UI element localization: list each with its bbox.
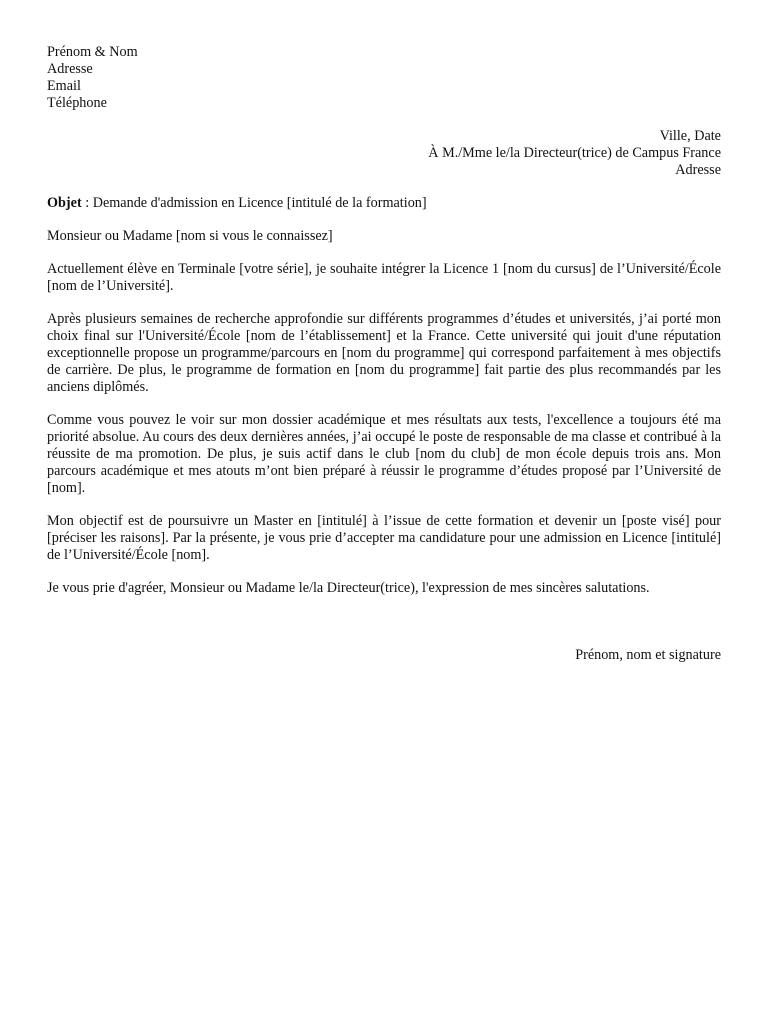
paragraph-closing: Je vous prie d'agréer, Monsieur ou Madame le/la Directeur(trice), l'expression de mes sincères salutations. xyxy=(47,580,650,596)
sender-block xyxy=(47,44,721,112)
sender-address: Adresse xyxy=(47,61,93,77)
paragraph-choice: Après plusieurs semaines de recherche approfondie sur différents programmes d’études et universités, j’ai porté mon choix final sur l'Université/École [nom de l’établissement] et la France. Cette université qui jouit d'une réputation exceptionnelle propose un programme/parcours en [nom du programme] qui correspond parfaitement à mes objectifs de carrière. De plus, le programme de formation en [nom du programme] fait partie des plus recommandés par les anciens diplômés. xyxy=(47,311,721,395)
paragraph-objective: Mon objectif est de poursuivre un Master en [intitulé] à l’issue de cette formation et devenir un [poste visé] pour [préciser les raisons]. Par la présente, je vous prie d’accepter ma candidature pour une admission en Licence [intitulé] de l’Université/École [nom]. xyxy=(47,513,721,563)
letter-page xyxy=(47,44,721,664)
recipient-address: Adresse xyxy=(675,162,721,178)
salutation: Monsieur ou Madame [nom si vous le connaissez] xyxy=(47,228,333,244)
city-date: Ville, Date xyxy=(659,128,721,144)
sender-phone: Téléphone xyxy=(47,95,107,111)
recipient-addressee: À M./Mme le/la Directeur(trice) de Campus France xyxy=(428,145,721,161)
subject-text: : Demande d'admission en Licence [intitulé de la formation] xyxy=(81,195,427,211)
sender-email: Email xyxy=(47,78,81,94)
recipient-block xyxy=(47,128,721,179)
signature-line: Prénom, nom et signature xyxy=(575,647,721,663)
subject-line xyxy=(47,195,721,212)
subject-label: Objet xyxy=(47,195,82,211)
sender-name: Prénom & Nom xyxy=(47,44,138,60)
paragraph-achievements: Comme vous pouvez le voir sur mon dossier académique et mes résultats aux tests, l'excellence a toujours été ma priorité absolue. Au cours des deux dernières années, j’ai occupé le poste de responsable de ma classe et contribué à la réussite de ma promotion. De plus, je suis actif dans le club [nom du club] de mon école depuis trois ans. Mon parcours académique et mes atouts m’ont bien préparé à réussir le programme d’études proposé par l’Université de [nom]. xyxy=(47,412,721,496)
paragraph-intro: Actuellement élève en Terminale [votre série], je souhaite intégrer la Licence 1 [nom du cursus] de l’Université/École [nom de l’Université]. xyxy=(47,261,721,294)
